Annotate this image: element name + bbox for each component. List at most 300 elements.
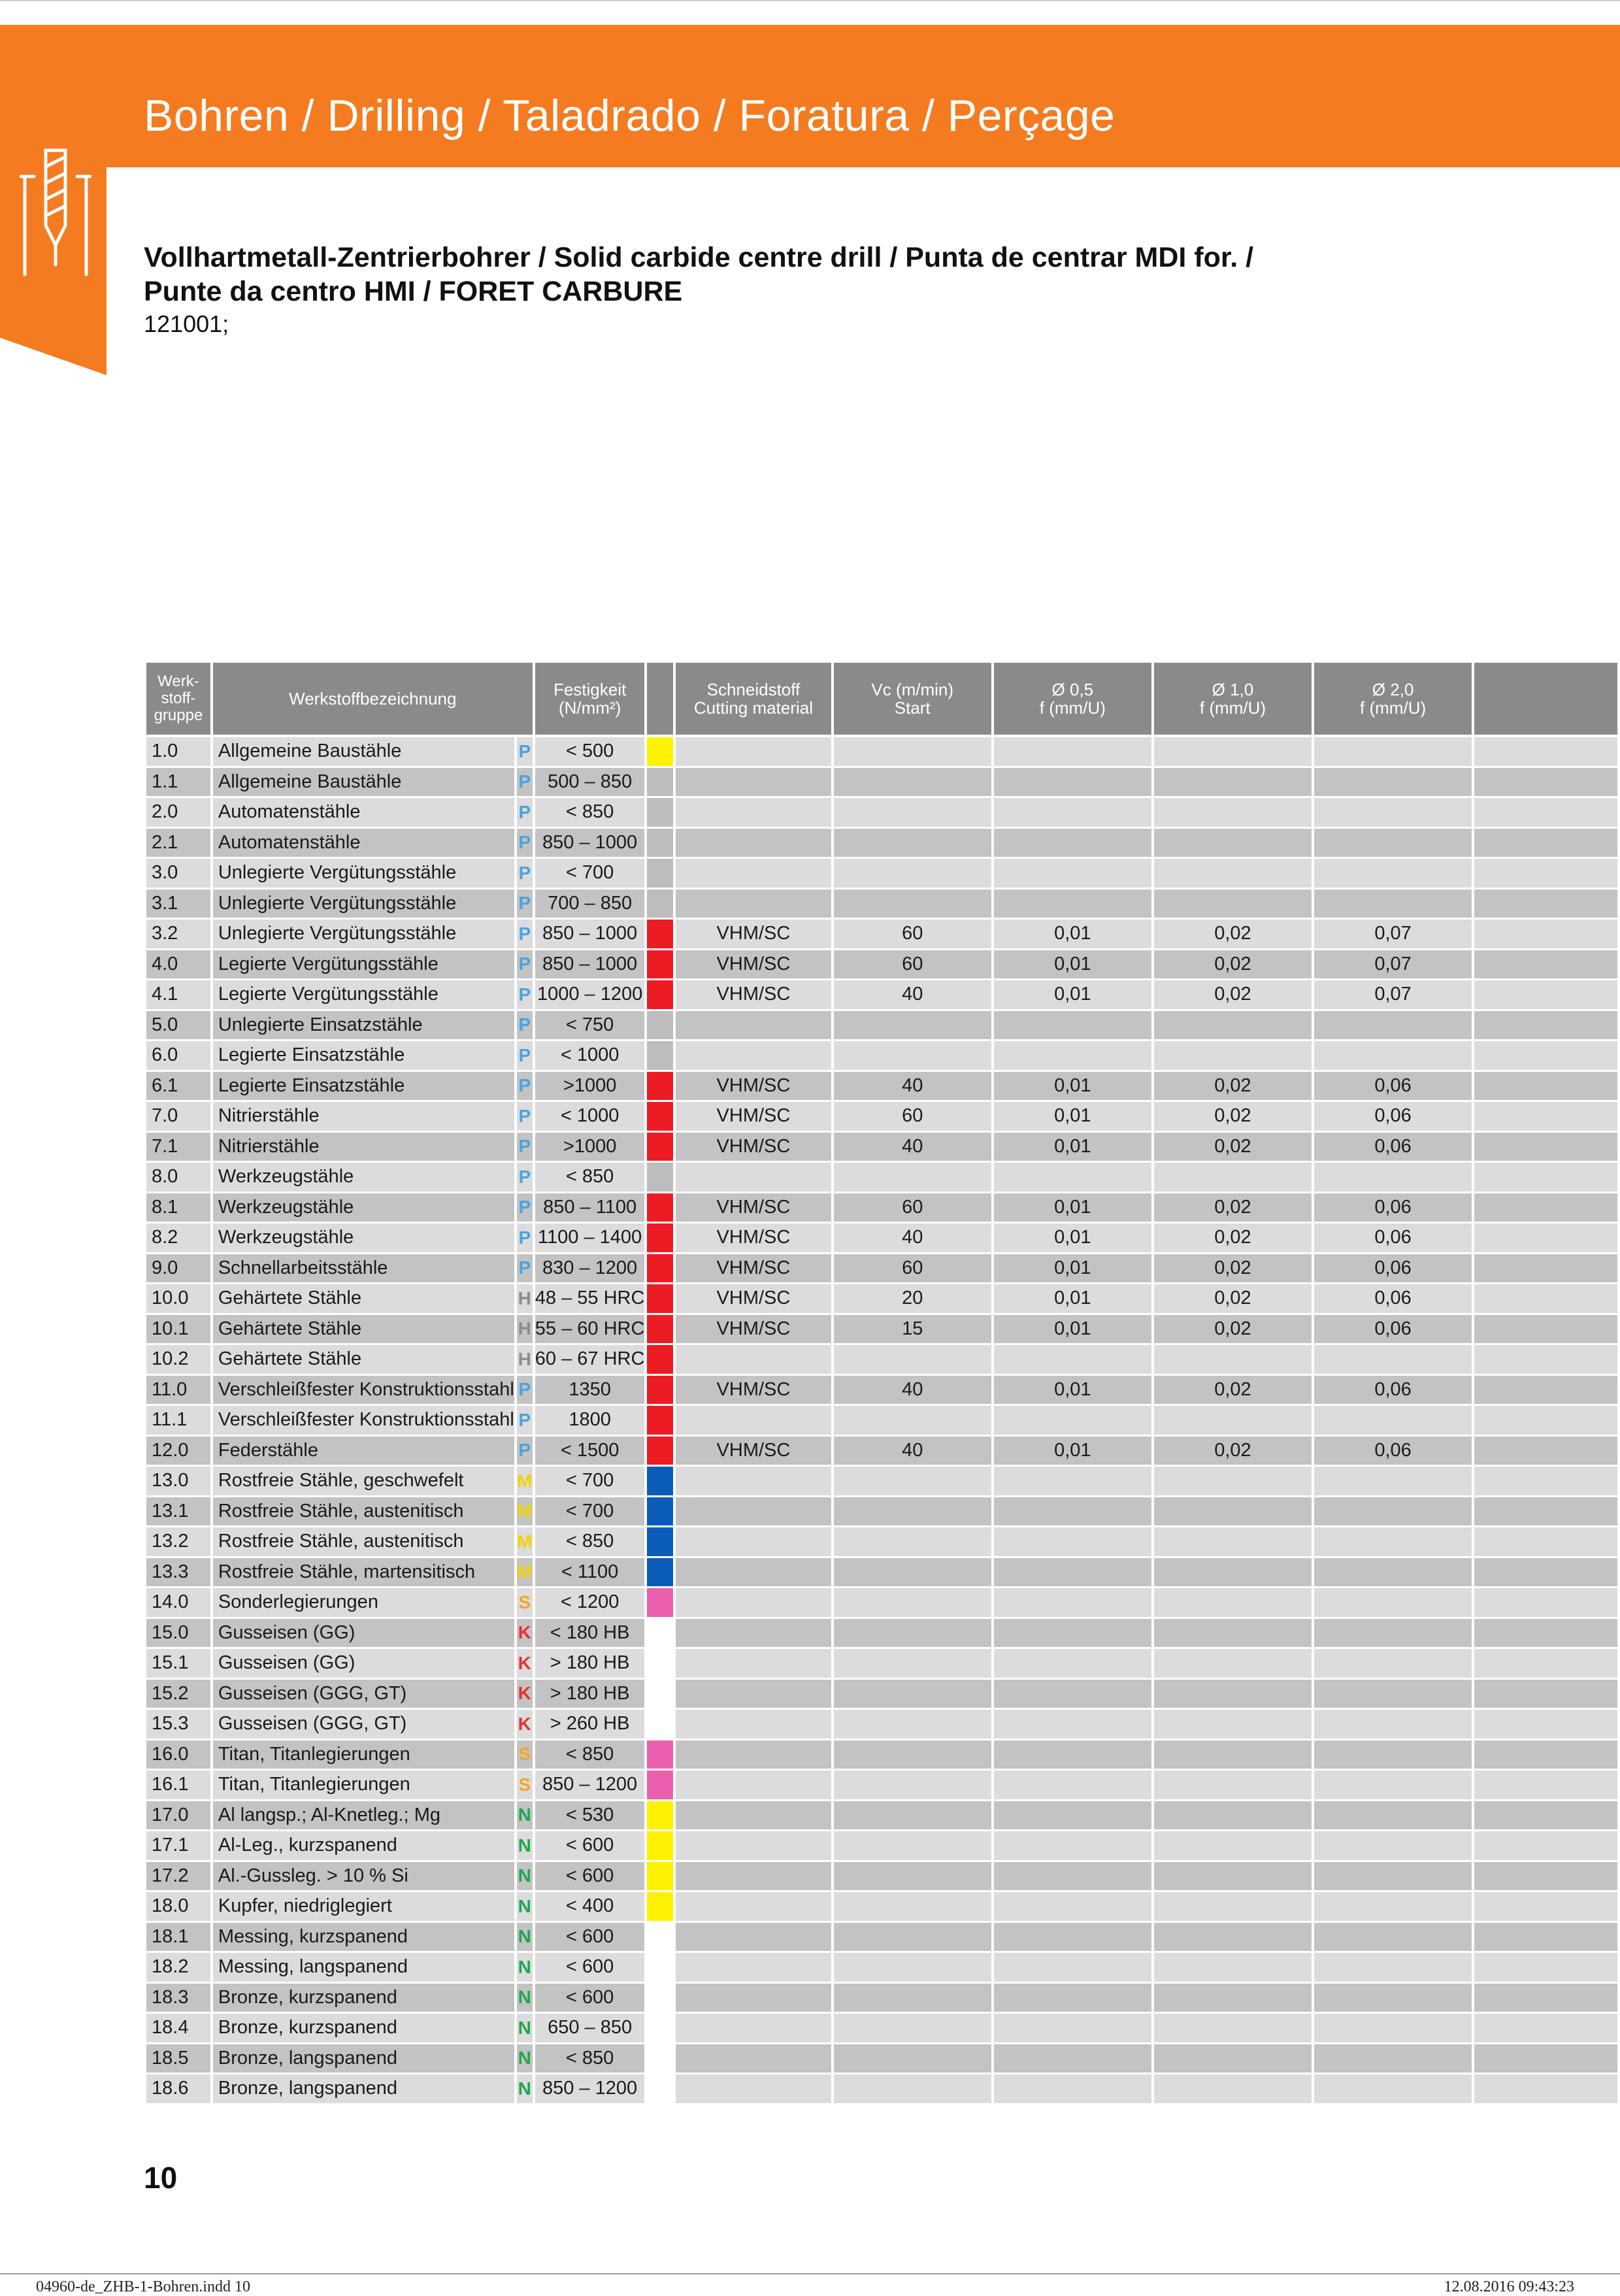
cutting-material-cell: VHM/SC bbox=[676, 920, 831, 950]
material-category-cell: P bbox=[517, 1102, 533, 1133]
strength-cell: 830 – 1200 bbox=[535, 1254, 645, 1285]
spare-cell bbox=[1474, 1254, 1617, 1285]
feed-d20-cell bbox=[1314, 768, 1472, 799]
feed-d10-cell bbox=[1154, 859, 1312, 890]
feed-d20-cell: 0,06 bbox=[1314, 1072, 1472, 1103]
material-group-cell: 9.0 bbox=[146, 1254, 210, 1285]
material-color-swatch bbox=[647, 1680, 673, 1710]
spare-cell bbox=[1474, 798, 1617, 829]
header-name: Werkstoffbezeichnung bbox=[213, 663, 533, 737]
material-category-cell: P bbox=[517, 1223, 533, 1254]
feed-d20-cell bbox=[1314, 1801, 1472, 1832]
table-row bbox=[146, 798, 1617, 829]
vc-cell: 40 bbox=[834, 1376, 991, 1406]
table-row bbox=[146, 829, 1617, 859]
material-name-cell: Kupfer, niedriglegiert bbox=[213, 1892, 514, 1923]
material-name-cell: Bronze, langspanend bbox=[213, 2044, 514, 2075]
table-row bbox=[146, 1953, 1617, 1984]
material-name-cell: Werkzeugstähle bbox=[213, 1193, 514, 1224]
material-category-cell: P bbox=[517, 1011, 533, 1042]
feed-d20-cell bbox=[1314, 1619, 1472, 1650]
strength-cell: < 750 bbox=[535, 1011, 645, 1042]
feed-d10-cell: 0,02 bbox=[1154, 1072, 1312, 1103]
strength-cell: 850 – 1000 bbox=[535, 920, 645, 950]
feed-d10-cell bbox=[1154, 1527, 1312, 1558]
cutting-material-cell: VHM/SC bbox=[676, 1437, 831, 1467]
feed-d20-cell: 0,06 bbox=[1314, 1376, 1472, 1406]
vc-cell bbox=[834, 1163, 991, 1193]
material-color-swatch bbox=[647, 1558, 673, 1589]
cutting-material-cell bbox=[676, 1771, 831, 1801]
strength-cell: >1000 bbox=[535, 1133, 645, 1163]
cutting-material-cell bbox=[676, 1467, 831, 1497]
strength-cell: < 600 bbox=[535, 1862, 645, 1893]
vc-cell: 20 bbox=[834, 1284, 991, 1315]
vc-cell bbox=[834, 1649, 991, 1680]
material-name-cell: Unlegierte Vergütungsstähle bbox=[213, 890, 514, 920]
feed-d05-cell bbox=[994, 1345, 1151, 1376]
feed-d10-cell: 0,02 bbox=[1154, 1254, 1312, 1285]
feed-d05-cell: 0,01 bbox=[994, 1072, 1151, 1103]
strength-cell: 500 – 850 bbox=[535, 768, 645, 799]
material-group-cell: 17.0 bbox=[146, 1801, 210, 1832]
material-group-cell: 10.1 bbox=[146, 1315, 210, 1346]
cutting-material-cell bbox=[676, 2044, 831, 2075]
cutting-material-cell bbox=[676, 1041, 831, 1072]
material-group-cell: 12.0 bbox=[146, 1437, 210, 1467]
table-row bbox=[146, 1437, 1617, 1467]
material-category-cell: P bbox=[517, 1163, 533, 1193]
feed-d05-cell: 0,01 bbox=[994, 1376, 1151, 1406]
vc-cell bbox=[834, 2014, 991, 2044]
vc-cell bbox=[834, 829, 991, 859]
table-row bbox=[146, 768, 1617, 799]
material-category-cell: P bbox=[517, 1376, 533, 1406]
spare-cell bbox=[1474, 2074, 1617, 2105]
feed-d10-cell bbox=[1154, 1771, 1312, 1801]
feed-d05-cell bbox=[994, 1892, 1151, 1923]
strength-cell: < 600 bbox=[535, 1923, 645, 1954]
product-title-line-1: Vollhartmetall-Zentrierbohrer / Solid carbide centre drill / Punta de centrar MDI for. / bbox=[144, 242, 1254, 273]
table-row bbox=[146, 1497, 1617, 1528]
strength-cell: < 1000 bbox=[535, 1102, 645, 1133]
feed-d05-cell bbox=[994, 1710, 1151, 1740]
feed-d05-cell: 0,01 bbox=[994, 1193, 1151, 1224]
material-name-cell: Sonderlegierungen bbox=[213, 1588, 514, 1619]
material-category-cell: P bbox=[517, 768, 533, 799]
spare-cell bbox=[1474, 1223, 1617, 1254]
table-row bbox=[146, 1345, 1617, 1376]
material-color-swatch bbox=[647, 920, 673, 950]
material-category-cell: M bbox=[517, 1467, 533, 1497]
cutting-material-cell: VHM/SC bbox=[676, 1102, 831, 1133]
material-group-cell: 5.0 bbox=[146, 1011, 210, 1042]
material-name-cell: Al langsp.; Al-Knetleg.; Mg bbox=[213, 1801, 514, 1832]
material-group-cell: 15.2 bbox=[146, 1680, 210, 1710]
feed-d05-cell: 0,01 bbox=[994, 1254, 1151, 1285]
feed-d10-cell bbox=[1154, 1406, 1312, 1437]
header-vc: Vc (m/min) Start bbox=[834, 663, 991, 737]
material-category-cell: P bbox=[517, 737, 533, 768]
feed-d20-cell bbox=[1314, 1497, 1472, 1528]
feed-d10-cell bbox=[1154, 1680, 1312, 1710]
article-code: 121001; bbox=[144, 310, 229, 337]
cutting-material-cell bbox=[676, 2074, 831, 2105]
table-row bbox=[146, 1467, 1617, 1497]
material-name-cell: Schnellarbeitsstähle bbox=[213, 1254, 514, 1285]
table-row bbox=[146, 1406, 1617, 1437]
material-color-swatch bbox=[647, 1102, 673, 1133]
cutting-material-cell: VHM/SC bbox=[676, 1376, 831, 1406]
vc-cell: 60 bbox=[834, 1193, 991, 1224]
feed-d20-cell bbox=[1314, 2044, 1472, 2075]
cutting-material-cell bbox=[676, 1923, 831, 1954]
material-color-swatch bbox=[647, 1072, 673, 1103]
header-group: Werk- stoff- gruppe bbox=[146, 663, 210, 737]
vc-cell bbox=[834, 1680, 991, 1710]
spare-cell bbox=[1474, 1862, 1617, 1893]
feed-d10-cell bbox=[1154, 1345, 1312, 1376]
strength-cell: 1800 bbox=[535, 1406, 645, 1437]
strength-cell: 700 – 850 bbox=[535, 890, 645, 920]
feed-d20-cell: 0,07 bbox=[1314, 950, 1472, 981]
spare-cell bbox=[1474, 1558, 1617, 1589]
material-group-cell: 7.0 bbox=[146, 1102, 210, 1133]
material-color-swatch bbox=[647, 1133, 673, 1163]
feed-d05-cell bbox=[994, 737, 1151, 768]
feed-d05-cell bbox=[994, 798, 1151, 829]
material-color-swatch bbox=[647, 1406, 673, 1437]
table-row bbox=[146, 1771, 1617, 1801]
feed-d10-cell bbox=[1154, 1467, 1312, 1497]
material-color-swatch bbox=[647, 890, 673, 920]
strength-cell: 60 – 67 HRC bbox=[535, 1345, 645, 1376]
vc-cell: 40 bbox=[834, 1133, 991, 1163]
vc-cell bbox=[834, 737, 991, 768]
feed-d10-cell bbox=[1154, 1984, 1312, 2014]
material-group-cell: 16.1 bbox=[146, 1771, 210, 1801]
feed-d05-cell: 0,01 bbox=[994, 1102, 1151, 1133]
material-category-cell: K bbox=[517, 1680, 533, 1710]
feed-d20-cell bbox=[1314, 1740, 1472, 1771]
cutting-material-cell bbox=[676, 1680, 831, 1710]
material-name-cell: Gusseisen (GG) bbox=[213, 1619, 514, 1650]
strength-cell: 850 – 1200 bbox=[535, 2074, 645, 2105]
material-category-cell: N bbox=[517, 2044, 533, 2075]
feed-d05-cell bbox=[994, 829, 1151, 859]
feed-d05-cell bbox=[994, 1406, 1151, 1437]
material-color-swatch bbox=[647, 1892, 673, 1923]
vc-cell bbox=[834, 1801, 991, 1832]
feed-d20-cell bbox=[1314, 2014, 1472, 2044]
material-color-swatch bbox=[647, 737, 673, 768]
feed-d05-cell bbox=[994, 1771, 1151, 1801]
material-category-cell: H bbox=[517, 1345, 533, 1376]
material-name-cell: Unlegierte Einsatzstähle bbox=[213, 1011, 514, 1042]
material-name-cell: Messing, langspanend bbox=[213, 1953, 514, 1984]
feed-d05-cell bbox=[994, 1801, 1151, 1832]
material-group-cell: 18.2 bbox=[146, 1953, 210, 1984]
spare-cell bbox=[1474, 1892, 1617, 1923]
feed-d10-cell bbox=[1154, 829, 1312, 859]
spare-cell bbox=[1474, 2044, 1617, 2075]
strength-cell: > 180 HB bbox=[535, 1680, 645, 1710]
spare-cell bbox=[1474, 1072, 1617, 1103]
header-material: Schneidstoff Cutting material bbox=[676, 663, 831, 737]
material-group-cell: 2.0 bbox=[146, 798, 210, 829]
spare-cell bbox=[1474, 1467, 1617, 1497]
strength-cell: < 850 bbox=[535, 798, 645, 829]
material-name-cell: Verschleißfester Konstruktionsstahl bbox=[213, 1406, 514, 1437]
strength-cell: < 530 bbox=[535, 1801, 645, 1832]
table-body bbox=[146, 737, 1617, 2105]
spare-cell bbox=[1474, 1619, 1617, 1650]
material-color-swatch bbox=[647, 1376, 673, 1406]
material-category-cell: S bbox=[517, 1740, 533, 1771]
strength-cell: < 700 bbox=[535, 1497, 645, 1528]
material-color-swatch bbox=[647, 1649, 673, 1680]
material-category-cell: P bbox=[517, 1406, 533, 1437]
feed-d10-cell bbox=[1154, 890, 1312, 920]
feed-d10-cell bbox=[1154, 1953, 1312, 1984]
vc-cell bbox=[834, 2044, 991, 2075]
cutting-material-cell bbox=[676, 1011, 831, 1042]
page-number: 10 bbox=[144, 2161, 178, 2195]
feed-d05-cell bbox=[994, 768, 1151, 799]
material-name-cell: Automatenstähle bbox=[213, 829, 514, 859]
table-row bbox=[146, 2014, 1617, 2044]
strength-cell: < 850 bbox=[535, 1740, 645, 1771]
table-row bbox=[146, 1588, 1617, 1619]
material-group-cell: 17.1 bbox=[146, 1831, 210, 1862]
material-category-cell: K bbox=[517, 1619, 533, 1650]
cutting-material-cell bbox=[676, 1710, 831, 1740]
material-name-cell: Titan, Titanlegierungen bbox=[213, 1740, 514, 1771]
material-name-cell: Legierte Vergütungsstähle bbox=[213, 980, 514, 1011]
spare-cell bbox=[1474, 1680, 1617, 1710]
material-color-swatch bbox=[647, 980, 673, 1011]
material-group-cell: 13.3 bbox=[146, 1558, 210, 1589]
feed-d10-cell bbox=[1154, 2014, 1312, 2044]
vc-cell bbox=[834, 1892, 991, 1923]
material-color-swatch bbox=[647, 1315, 673, 1346]
table-row bbox=[146, 1740, 1617, 1771]
material-color-swatch bbox=[647, 798, 673, 829]
spare-cell bbox=[1474, 1376, 1617, 1406]
cutting-material-cell: VHM/SC bbox=[676, 1072, 831, 1103]
material-color-swatch bbox=[647, 1862, 673, 1893]
feed-d10-cell bbox=[1154, 1923, 1312, 1954]
material-color-swatch bbox=[647, 1740, 673, 1771]
material-group-cell: 16.0 bbox=[146, 1740, 210, 1771]
feed-d20-cell bbox=[1314, 798, 1472, 829]
material-group-cell: 2.1 bbox=[146, 829, 210, 859]
strength-cell: < 1100 bbox=[535, 1558, 645, 1589]
material-color-swatch bbox=[647, 1467, 673, 1497]
material-name-cell: Allgemeine Baustähle bbox=[213, 768, 514, 799]
material-color-swatch bbox=[647, 1527, 673, 1558]
table-row bbox=[146, 737, 1617, 768]
material-category-cell: N bbox=[517, 1801, 533, 1832]
strength-cell: 1100 – 1400 bbox=[535, 1223, 645, 1254]
feed-d20-cell: 0,07 bbox=[1314, 980, 1472, 1011]
material-group-cell: 11.1 bbox=[146, 1406, 210, 1437]
vc-cell: 40 bbox=[834, 1437, 991, 1467]
feed-d05-cell bbox=[994, 1984, 1151, 2014]
material-category-cell: S bbox=[517, 1588, 533, 1619]
vc-cell bbox=[834, 768, 991, 799]
vc-cell bbox=[834, 1527, 991, 1558]
material-group-cell: 7.1 bbox=[146, 1133, 210, 1163]
feed-d05-cell bbox=[994, 1740, 1151, 1771]
spare-cell bbox=[1474, 1984, 1617, 2014]
material-name-cell: Unlegierte Vergütungsstähle bbox=[213, 920, 514, 950]
material-category-cell: P bbox=[517, 859, 533, 890]
cutting-material-cell bbox=[676, 1527, 831, 1558]
cutting-material-cell: VHM/SC bbox=[676, 1315, 831, 1346]
feed-d05-cell bbox=[994, 1831, 1151, 1862]
feed-d20-cell bbox=[1314, 1771, 1472, 1801]
strength-cell: < 1500 bbox=[535, 1437, 645, 1467]
feed-d05-cell bbox=[994, 1649, 1151, 1680]
vc-cell bbox=[834, 1041, 991, 1072]
feed-d20-cell bbox=[1314, 890, 1472, 920]
spare-cell bbox=[1474, 1011, 1617, 1042]
material-category-cell: H bbox=[517, 1315, 533, 1346]
material-group-cell: 14.0 bbox=[146, 1588, 210, 1619]
cutting-material-cell: VHM/SC bbox=[676, 1254, 831, 1285]
feed-d10-cell bbox=[1154, 798, 1312, 829]
material-category-cell: N bbox=[517, 2074, 533, 2105]
material-group-cell: 8.1 bbox=[146, 1193, 210, 1224]
feed-d10-cell: 0,02 bbox=[1154, 1102, 1312, 1133]
feed-d05-cell bbox=[994, 890, 1151, 920]
material-color-swatch bbox=[647, 1437, 673, 1467]
feed-d10-cell: 0,02 bbox=[1154, 1376, 1312, 1406]
feed-d20-cell bbox=[1314, 1831, 1472, 1862]
feed-d05-cell bbox=[994, 1619, 1151, 1650]
material-category-cell: M bbox=[517, 1527, 533, 1558]
feed-d10-cell bbox=[1154, 2074, 1312, 2105]
table-row bbox=[146, 1984, 1617, 2014]
cutting-material-cell bbox=[676, 1406, 831, 1437]
material-group-cell: 1.1 bbox=[146, 768, 210, 799]
vc-cell: 40 bbox=[834, 1072, 991, 1103]
feed-d10-cell: 0,02 bbox=[1154, 1223, 1312, 1254]
material-name-cell: Werkzeugstähle bbox=[213, 1223, 514, 1254]
material-category-cell: P bbox=[517, 798, 533, 829]
feed-d10-cell: 0,02 bbox=[1154, 1315, 1312, 1346]
material-name-cell: Verschleißfester Konstruktionsstahl bbox=[213, 1376, 514, 1406]
feed-d10-cell: 0,02 bbox=[1154, 920, 1312, 950]
feed-d10-cell bbox=[1154, 1041, 1312, 1072]
feed-d10-cell bbox=[1154, 1892, 1312, 1923]
feed-d05-cell bbox=[994, 1588, 1151, 1619]
feed-d10-cell: 0,02 bbox=[1154, 1193, 1312, 1224]
material-category-cell: K bbox=[517, 1710, 533, 1740]
vc-cell bbox=[834, 1862, 991, 1893]
vc-cell bbox=[834, 1345, 991, 1376]
feed-d10-cell bbox=[1154, 1710, 1312, 1740]
strength-cell: < 850 bbox=[535, 1527, 645, 1558]
material-category-cell: P bbox=[517, 920, 533, 950]
material-name-cell: Gusseisen (GGG, GT) bbox=[213, 1710, 514, 1740]
vc-cell bbox=[834, 1771, 991, 1801]
material-name-cell: Automatenstähle bbox=[213, 798, 514, 829]
material-category-cell: N bbox=[517, 1862, 533, 1893]
cutting-material-cell: VHM/SC bbox=[676, 1193, 831, 1224]
feed-d20-cell bbox=[1314, 1862, 1472, 1893]
material-color-swatch bbox=[647, 1588, 673, 1619]
feed-d20-cell: 0,06 bbox=[1314, 1254, 1472, 1285]
spare-cell bbox=[1474, 1406, 1617, 1437]
feed-d20-cell: 0,06 bbox=[1314, 1315, 1472, 1346]
material-name-cell: Legierte Einsatzstähle bbox=[213, 1072, 514, 1103]
material-name-cell: Al-Leg., kurzspanend bbox=[213, 1831, 514, 1862]
spare-cell bbox=[1474, 768, 1617, 799]
cutting-material-cell bbox=[676, 1740, 831, 1771]
material-category-cell: N bbox=[517, 2014, 533, 2044]
cutting-material-cell bbox=[676, 1649, 831, 1680]
material-name-cell: Gehärtete Stähle bbox=[213, 1315, 514, 1346]
table-row bbox=[146, 920, 1617, 950]
strength-cell: < 1000 bbox=[535, 1041, 645, 1072]
feed-d10-cell bbox=[1154, 1831, 1312, 1862]
material-category-cell: P bbox=[517, 1072, 533, 1103]
feed-d20-cell: 0,06 bbox=[1314, 1284, 1472, 1315]
vc-cell bbox=[834, 1619, 991, 1650]
table-row bbox=[146, 1710, 1617, 1740]
vc-cell: 60 bbox=[834, 950, 991, 981]
table-row bbox=[146, 1831, 1617, 1862]
feed-d05-cell: 0,01 bbox=[994, 1315, 1151, 1346]
feed-d20-cell bbox=[1314, 1953, 1472, 1984]
feed-d20-cell bbox=[1314, 1680, 1472, 1710]
spare-cell bbox=[1474, 890, 1617, 920]
feed-d05-cell: 0,01 bbox=[994, 1133, 1151, 1163]
cutting-material-cell: VHM/SC bbox=[676, 1223, 831, 1254]
spare-cell bbox=[1474, 1588, 1617, 1619]
vc-cell bbox=[834, 859, 991, 890]
table-row bbox=[146, 1284, 1617, 1315]
table-row bbox=[146, 1892, 1617, 1923]
material-color-swatch bbox=[647, 1163, 673, 1193]
vc-cell bbox=[834, 1558, 991, 1589]
table-row bbox=[146, 1315, 1617, 1346]
spare-cell bbox=[1474, 1163, 1617, 1193]
cutting-data-table bbox=[144, 663, 1620, 2105]
feed-d20-cell: 0,06 bbox=[1314, 1102, 1472, 1133]
table-row bbox=[146, 2074, 1617, 2105]
material-name-cell: Gusseisen (GGG, GT) bbox=[213, 1680, 514, 1710]
material-group-cell: 15.1 bbox=[146, 1649, 210, 1680]
header-d20: Ø 2,0 f (mm/U) bbox=[1314, 663, 1472, 737]
vc-cell: 60 bbox=[834, 1102, 991, 1133]
material-category-cell: P bbox=[517, 980, 533, 1011]
strength-cell: < 400 bbox=[535, 1892, 645, 1923]
material-group-cell: 10.2 bbox=[146, 1345, 210, 1376]
cutting-material-cell bbox=[676, 890, 831, 920]
cutting-material-cell bbox=[676, 859, 831, 890]
material-color-swatch bbox=[647, 829, 673, 859]
feed-d10-cell bbox=[1154, 1588, 1312, 1619]
material-name-cell: Werkzeugstähle bbox=[213, 1163, 514, 1193]
material-name-cell: Bronze, kurzspanend bbox=[213, 1984, 514, 2014]
material-group-cell: 13.1 bbox=[146, 1497, 210, 1528]
feed-d05-cell bbox=[994, 2014, 1151, 2044]
material-name-cell: Gehärtete Stähle bbox=[213, 1284, 514, 1315]
spare-cell bbox=[1474, 1497, 1617, 1528]
